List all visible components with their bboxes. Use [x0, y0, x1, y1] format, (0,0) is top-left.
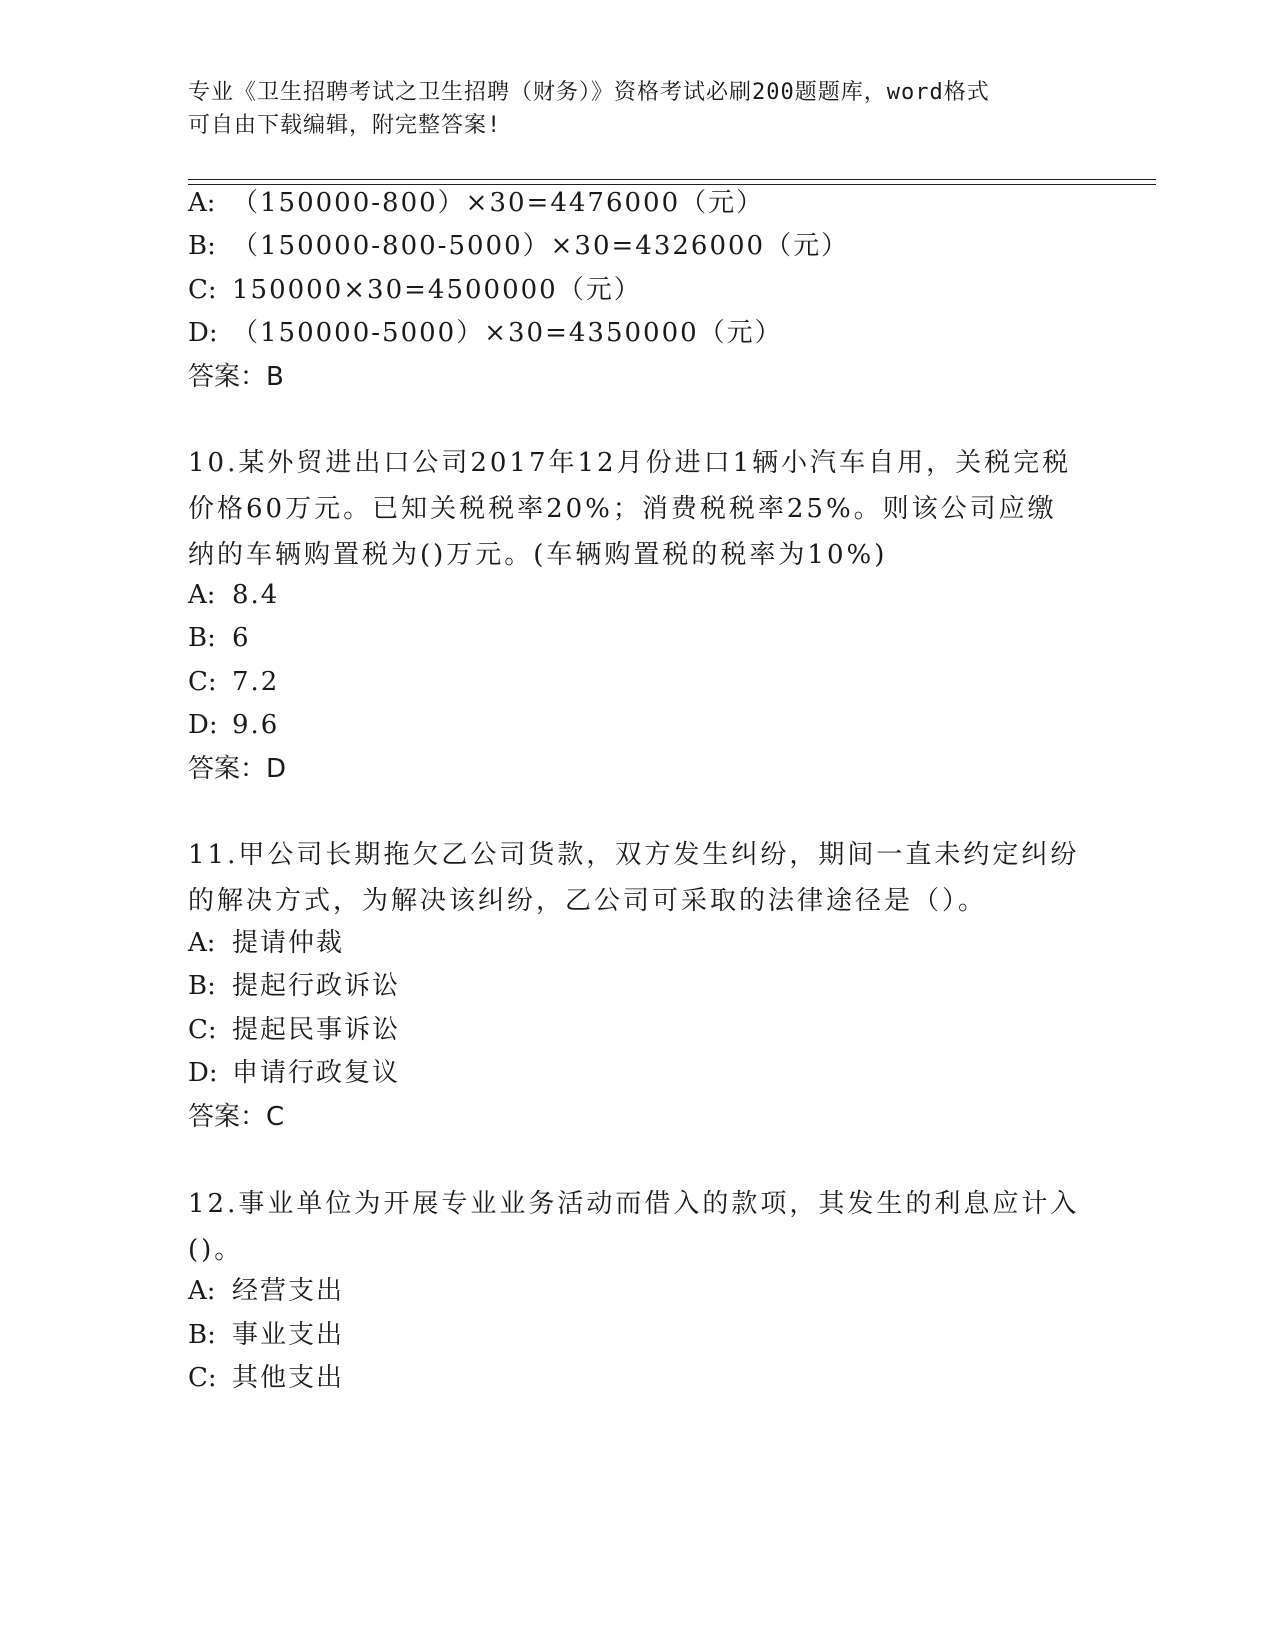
q11-option-d: D: 申请行政复议 — [188, 1058, 401, 1088]
q11-question — [188, 832, 1088, 924]
header-line-2: 可自由下载编辑，附完整答案! — [188, 113, 502, 138]
q10-answer: 答案：D — [188, 754, 287, 784]
q9-option-d: D: （150000-5000）×30=4350000（元） — [188, 318, 783, 348]
q12-option-c: C: 其他支出 — [188, 1363, 345, 1393]
q10-option-a: A: 8.4 — [188, 580, 280, 610]
q10-option-c: C: 7.2 — [188, 667, 280, 697]
q12-line-2: ()。 — [188, 1235, 244, 1265]
q10-line-1: 10.某外贸进出口公司2017年12月份进口1辆小汽车自用，关税完税 — [188, 448, 1072, 478]
q12-line-1: 12.事业单位为开展专业业务活动而借入的款项，其发生的利息应计入 — [188, 1189, 1080, 1219]
q10-line-2: 价格60万元。已知关税税率20%；消费税税率25%。则该公司应缴 — [188, 494, 1057, 524]
q11-option-a: A: 提请仲裁 — [188, 928, 345, 958]
header-divider-bottom — [188, 184, 1156, 185]
q11-answer: 答案：C — [188, 1102, 285, 1132]
q11-option-c: C: 提起民事诉讼 — [188, 1015, 401, 1045]
q12-option-b: B: 事业支出 — [188, 1320, 345, 1350]
q11-line-1: 11.甲公司长期拖欠乙公司货款，双方发生纠纷，期间一直未约定纠纷 — [188, 840, 1080, 870]
q12-option-a: A: 经营支出 — [188, 1276, 345, 1306]
q11-line-2: 的解决方式，为解决该纠纷，乙公司可采取的法律途径是（）。 — [188, 886, 988, 916]
q11-option-b: B: 提起行政诉讼 — [188, 971, 401, 1001]
document-header — [188, 76, 1068, 142]
q12-question — [188, 1181, 1088, 1273]
q9-answer: 答案：B — [188, 362, 284, 392]
q9-option-b: B: （150000-800-5000）×30=4326000（元） — [188, 231, 850, 261]
q9-option-a: A: （150000-800）×30=4476000（元） — [188, 188, 765, 218]
header-line-1: 专业《卫生招聘考试之卫生招聘（财务）》资格考试必刷200题题库，word格式 — [188, 80, 990, 105]
q10-question — [188, 440, 1088, 578]
q10-option-b: B: 6 — [188, 623, 251, 653]
q9-option-c: C: 150000×30=4500000（元） — [188, 275, 642, 305]
header-divider-top — [188, 179, 1156, 180]
q10-line-3: 纳的车辆购置税为()万元。(车辆购置税的税率为10%) — [188, 540, 888, 570]
q10-option-d: D: 9.6 — [188, 710, 280, 740]
